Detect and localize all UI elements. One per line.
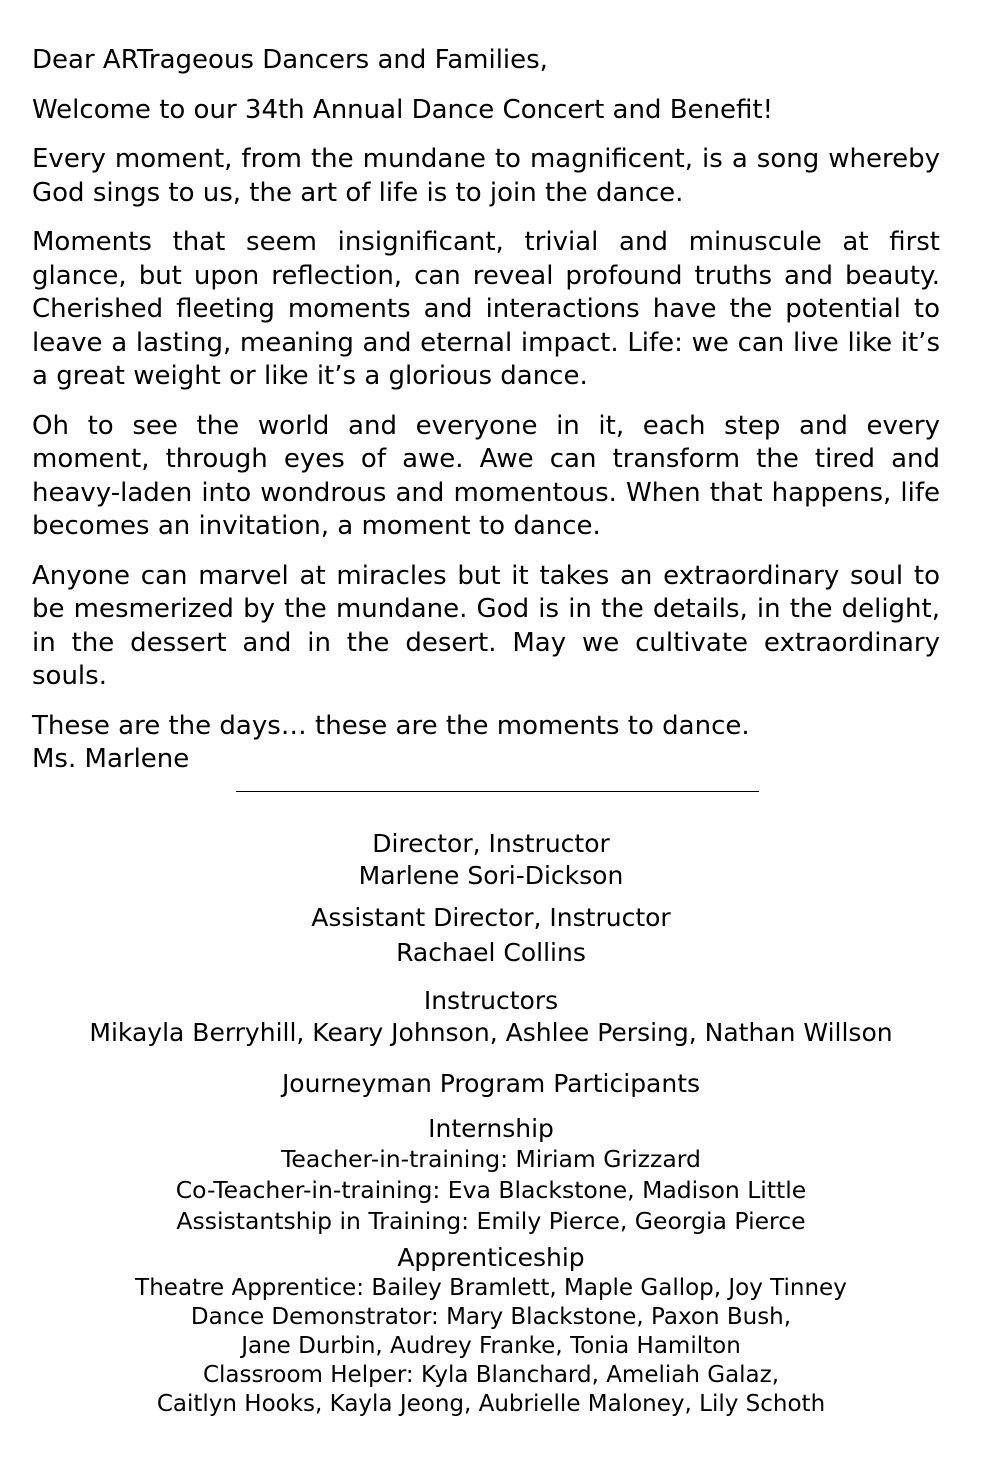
instructors-role: Instructors <box>423 986 559 1015</box>
internship-heading: Internship <box>428 1114 554 1143</box>
assistant-director-name: Rachael Collins <box>396 938 586 967</box>
instructors-names: Mikayla Berryhill, Keary Johnson, Ashlee Persing, Nathan Willson <box>89 1018 893 1047</box>
apprenticeship-section <box>0 1242 982 1419</box>
internship-line: Teacher-in-training: Miriam Grizzard <box>281 1145 701 1173</box>
welcome-letter <box>32 44 940 777</box>
apprenticeship-line: Jane Durbin, Audrey Franke, Tonia Hamilton <box>241 1333 741 1359</box>
journeyman-title: Journeyman Program Participants <box>281 1069 701 1098</box>
letter-paragraph: Anyone can marvel at miracles but it takes an extraordinary soul to be mesmerized by the mundane. God is in the details, in the delight, in the dessert and in the desert. May we cultivate extraordinary souls. <box>32 560 940 691</box>
director-name: Marlene Sori-Dickson <box>358 861 624 890</box>
apprenticeship-line: Theatre Apprentice: Bailey Bramlett, Maple Gallop, Joy Tinney <box>135 1275 847 1301</box>
letter-paragraph: Every moment, from the mundane to magnificent, is a song whereby God sings to us, the art of life is to join the dance. <box>32 144 940 208</box>
assistant-director-role: Assistant Director, Instructor <box>311 903 671 932</box>
internship-section <box>0 1113 982 1236</box>
letter-paragraph: Oh to see the world and everyone in it, each step and every moment, through eyes of awe. Awe can transform the tired and heavy-laden into wondrous and momentous. When that happens, life becomes an invitation, a moment to dance. <box>32 410 940 541</box>
apprenticeship-line: Dance Demonstrator: Mary Blackstone, Paxon Bush, <box>190 1304 792 1330</box>
internship-line: Co-Teacher-in-training: Eva Blackstone, Madison Little <box>175 1176 807 1204</box>
assistant-director-credit <box>0 902 982 969</box>
letter-paragraph: Moments that seem insignificant, trivial and minuscule at first glance, but upon reflection, can reveal profound truths and beauty. Cherished fleeting moments and interactions have the potential to leave a lasting, meaning and eternal impact. Life: we can live like it’s a great weight or like it’s a glorious dance. <box>32 227 940 391</box>
letter-signature: Ms. Marlene <box>32 744 190 774</box>
section-divider <box>236 791 759 792</box>
apprenticeship-line: Caitlyn Hooks, Kayla Jeong, Aubrielle Maloney, Lily Schoth <box>156 1391 826 1417</box>
letter-greeting: Dear ARTrageous Dancers and Families, <box>32 45 548 75</box>
apprenticeship-heading: Apprenticeship <box>397 1243 585 1272</box>
internship-line: Assistantship in Training: Emily Pierce, Georgia Pierce <box>176 1207 806 1235</box>
letter-paragraph: Welcome to our 34th Annual Dance Concert and Benefit! <box>32 94 774 125</box>
letter-closing: These are the days… these are the moments to dance. <box>32 710 750 741</box>
instructors-credit <box>0 985 982 1049</box>
apprenticeship-line: Classroom Helper: Kyla Blanchard, Ameliah Galaz, <box>202 1362 780 1388</box>
director-role: Director, Instructor <box>372 829 610 858</box>
journeyman-heading <box>0 1068 982 1100</box>
director-credit <box>0 828 982 892</box>
